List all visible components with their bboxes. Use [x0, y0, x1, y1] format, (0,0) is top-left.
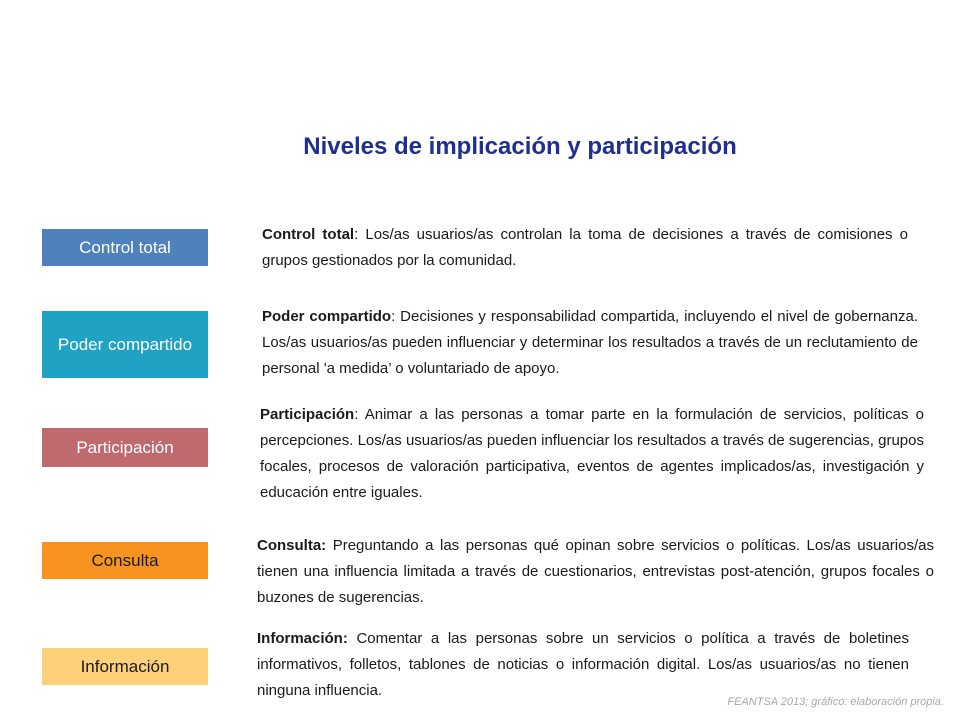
level-term-separator: :: [354, 226, 366, 243]
level-description-participacion: [260, 402, 924, 506]
level-label-informacion: Información: [42, 648, 208, 685]
slide-title: Niveles de implicación y participación: [303, 133, 737, 160]
level-term: Información:: [257, 630, 348, 647]
level-text: Comentar a las personas sobre un servicios o política a través de boletines informativos, folletos, tablones de noticias o información digital. Los/as usuarios/as no tienen ninguna influencia.: [257, 630, 910, 699]
level-term: Poder compartido: [262, 308, 392, 325]
level-term: Consulta:: [257, 537, 327, 554]
level-term-separator: :: [354, 406, 365, 423]
level-description-informacion: [257, 626, 909, 704]
level-term: Control total: [262, 226, 355, 243]
level-label-poder-compartido: Poder compartido: [42, 311, 208, 378]
level-description-poder-compartido: [262, 304, 918, 382]
level-label-control-total: Control total: [42, 229, 208, 266]
level-text: Animar a las personas a tomar parte en la formulación de servicios, políticas o percepciones. Los/as usuarios/as pueden influenciar los resultados a través de sugerencias, grupos focales, procesos de valoración participativa, eventos de agentes implicados/as, investigación y educación entre iguales.: [260, 406, 924, 501]
source-note: FEANTSA 2013; gráfico: elaboración propia.: [727, 696, 944, 708]
level-term-separator: :: [391, 308, 401, 325]
level-description-consulta: [257, 533, 934, 611]
level-text: Preguntando a las personas qué opinan sobre servicios o políticas. Los/as usuarios/as tienen una influencia limitada a través de cuestionarios, entrevistas post-atención, grupos focales o buzones de sugerencias.: [257, 537, 934, 606]
level-text: Decisiones y responsabilidad compartida, incluyendo el nivel de gobernanza. Los/as usuarios/as pueden influenciar y determinar los resultados a través de un reclutamiento de personal 'a medida’ o voluntariado de apoyo.: [262, 308, 918, 377]
level-label-consulta: Consulta: [42, 542, 208, 579]
level-text: Los/as usuarios/as controlan la toma de decisiones a través de comisiones o grupos gestionados por la comunidad.: [262, 226, 908, 269]
level-label-participacion: Participación: [42, 428, 208, 467]
level-term: Participación: [260, 406, 355, 423]
level-description-control-total: [262, 222, 908, 274]
